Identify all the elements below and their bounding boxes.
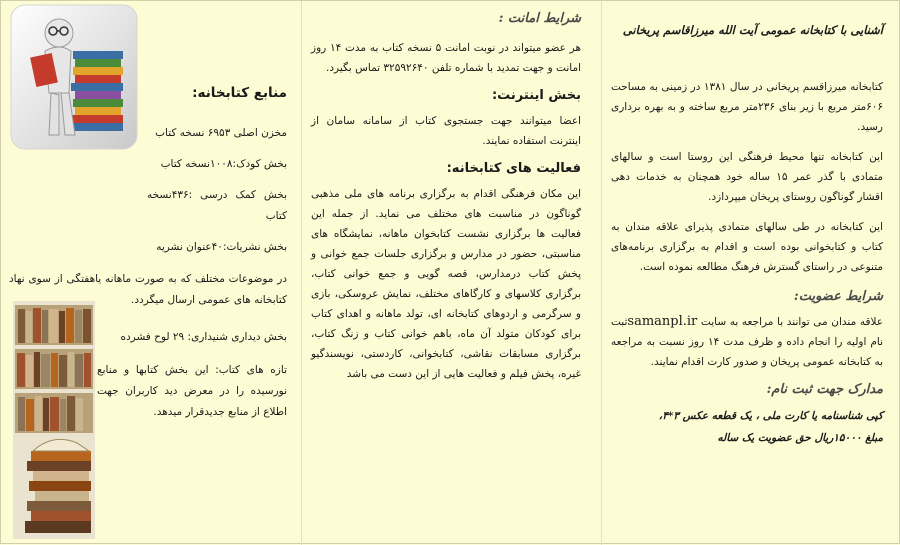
membership-text-2: ثبت نام اولیه را انجام داده و ظرف مدت ۱۴ روز نسبت به مراجعه به کتابخانه عمومی پریخان و صدور کارت اقدام نمایند. xyxy=(611,316,884,368)
bookshelf-icon xyxy=(13,301,95,539)
resource-item-audiovisual: بخش دیداری شنیداری: ۲۹ لوح فشرده xyxy=(120,331,287,343)
intro-paragraph-1: کتابخانه میرزاقسم پریخانی در سال ۱۳۸۱ در زمینی به مساحت ۶۰۶متر مربع با زیر بنای ۲۳۶متر مربع ساخته و به بهره برداری رسید. xyxy=(611,81,883,133)
resource-item-textbook: بخش کمک درسی :۴۳۶نسخه کتاب xyxy=(147,189,287,222)
documents-line-2: مبلغ ۱۵۰۰۰ریال حق عضویت یک ساله xyxy=(717,432,883,444)
resource-item-children: بخش کودک:۱۰۰۸نسخه کتاب xyxy=(160,158,287,170)
internet-heading: بخش اینترنت: xyxy=(491,88,581,103)
resource-item-periodicals: بخش نشریات:۴۰عنوان نشریه xyxy=(156,241,287,253)
left-column xyxy=(1,1,301,545)
middle-column xyxy=(301,1,601,545)
membership-text-1: علاقه مندان می توانند با مراجعه به سایت xyxy=(700,316,883,328)
documents-heading: مدارک جهت ثبت نام: xyxy=(766,382,883,397)
loan-heading: شرایط امانت : xyxy=(498,11,581,26)
resource-item-periodicals-note: در موضوعات مختلف که به صورت ماهانه یاهفتگی از سوی نهاد کتابخانه های عمومی ارسال میگردد. xyxy=(9,273,287,306)
membership-heading: شرایط عضویت: xyxy=(793,289,883,304)
right-column xyxy=(601,1,900,545)
resource-item-new-books: تازه های کتاب: این بخش کتابها و منابع نورسیده را در معرض دید کاربران جهت اطلاع از منابع جدیدقرار میدهد. xyxy=(97,364,287,418)
intro-paragraph-2: این کتابخانه تنها محیط فرهنگی این روستا است و سالهای متمادی با گذر عمر ۱۵ ساله خود همچنان به خدمات دهی اقشار گوناگون روستای پریخان میپردازد. xyxy=(611,151,883,203)
membership-text xyxy=(611,312,883,372)
documents-line-1: کپی شناسنامه یا کارت ملی ، یک قطعه عکس ۳*۴، xyxy=(658,410,883,422)
activities-heading: فعالیت های کتابخانه: xyxy=(446,161,581,176)
activities-text: این مکان فرهنگی اقدام به برگزاری برنامه های ملی مذهبی گوناگون در مناسبت های مختلف می نماید. از جمله این فعالیت ها برگزاری نشست کتابخوان ماهانه، نمایشگاه های مناسبتی، حضور در مدارس و برگزاری جلسات جمع خوانی و پخش کتاب درمدارس، قصه گویی و جمع خوانی کتاب، برگزاری کلاسهای و کارگاهای مختلف، نمایش عروسکی، بازی و سرگرمی و اردوهای کتابخانه ای، تولد ماهانه و اهدای کتاب برای کودکان متولد آن ماه، باهم خوانی کتاب و زنگ کتاب، برگزاری مسابقات نقاشی، کتابخوانی، کاردستی، نویسندگیو غیره، پخش فیلم و فعالیت هایی از این دست می باشد xyxy=(311,188,581,380)
reading-figure-icon xyxy=(9,3,139,151)
membership-url[interactable]: samanpl.ir xyxy=(627,314,698,329)
intro-paragraph-3: این کتابخانه در طی سالهای متمادی پذیرای علاقه مندان به کتاب و کتابخوانی بوده است و اقدام به برگزاری برنامه‌های متنوعی در راستای گسترش فرهنگ مطالعه نموده است. xyxy=(611,221,883,273)
brochure-title: آشنایی با کتابخانه عمومی آیت الله میرزاقاسم پریخانی xyxy=(622,23,883,37)
resources-heading: منابع کتابخانه: xyxy=(192,85,287,101)
internet-text: اعضا میتوانند جهت جستجوی کتاب از سامانه سامان از اینترنت استفاده نمایند. xyxy=(311,115,581,147)
loan-text: هر عضو میتواند در نوبت امانت ۵ نسخه کتاب به مدت ۱۴ روز امانت و جهت تمدید با شماره تلفن ۳۲۵۹۲۶۴۰ تماس بگیرد. xyxy=(311,42,581,74)
resource-item-main-store: مخزن اصلی ۶۹۵۳ نسخه کتاب xyxy=(155,127,287,139)
